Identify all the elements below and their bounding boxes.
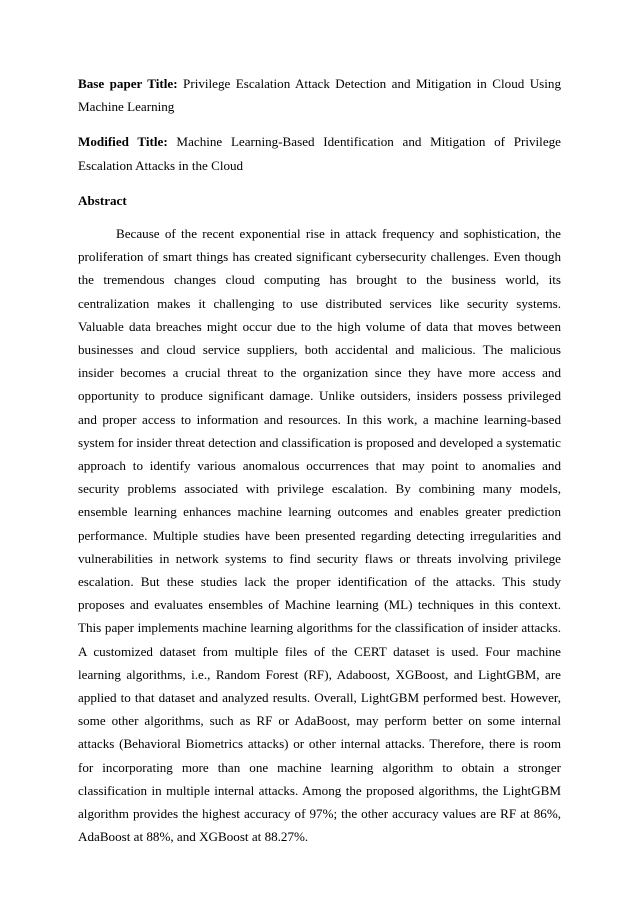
- base-paper-title: [78, 72, 561, 118]
- base-paper-title-text: Privilege Escalation Attack Detection and Mitigation in Cloud Using Machine Learning: [78, 76, 561, 115]
- modified-title-text: Machine Learning-Based Identification and Mitigation of Privilege Escalation Attacks in the Cloud: [78, 134, 561, 173]
- base-paper-title-label: Base paper Title:: [78, 76, 178, 91]
- abstract-heading: Abstract: [78, 192, 127, 208]
- modified-title-label: Modified Title:: [78, 134, 168, 150]
- modified-title: [78, 130, 561, 176]
- document-page: [78, 72, 561, 849]
- abstract-body: Because of the recent exponential rise in attack frequency and sophistication, the proliferation of smart things has created significant cybersecurity challenges. Even though the tremendous changes cloud computing has brought to the business world, its centralization makes it challenging to use distributed services like security systems. Valuable data breaches might occur due to the high volume of data that moves between businesses and cloud service suppliers, both accidental and malicious. The malicious insider becomes a crucial threat to the organization since they have more access and opportunity to produce significant damage. Unlike outsiders, insiders possess privileged and proper access to information and resources. In this work, a machine learning-based system for insider threat detection and classification is proposed and developed a systematic approach to identify various anomalous occurrences that may point to anomalies and security problems associated with privilege escalation. By combining many models, ensemble learning enhances machine learning outcomes and enables greater prediction performance. Multiple studies have been presented regarding detecting irregularities and vulnerabilities in network systems to find security flaws or threats involving privilege escalation. But these studies lack the proper identification of the attacks. This study proposes and evaluates ensembles of Machine learning (ML) techniques in this context. This paper implements machine learning algorithms for the classification of insider attacks. A customized dataset from multiple files of the CERT dataset is used. Four machine learning algorithms, i.e., Random Forest (RF), Adaboost, XGBoost, and LightGBM, are applied to that dataset and analyzed results. Overall, LightGBM performed best. However, some other algorithms, such as RF or AdaBoost, may perform better on some internal attacks (Behavioral Biometrics attacks) or other internal attacks. Therefore, there is room for incorporating more than one machine learning algorithm to obtain a stronger classification in multiple internal attacks. Among the proposed algorithms, the LightGBM algorithm provides the highest accuracy of 97%; the other accuracy values are RF at 86%, AdaBoost at 88%, and XGBoost at 88.27%.: [78, 226, 561, 845]
